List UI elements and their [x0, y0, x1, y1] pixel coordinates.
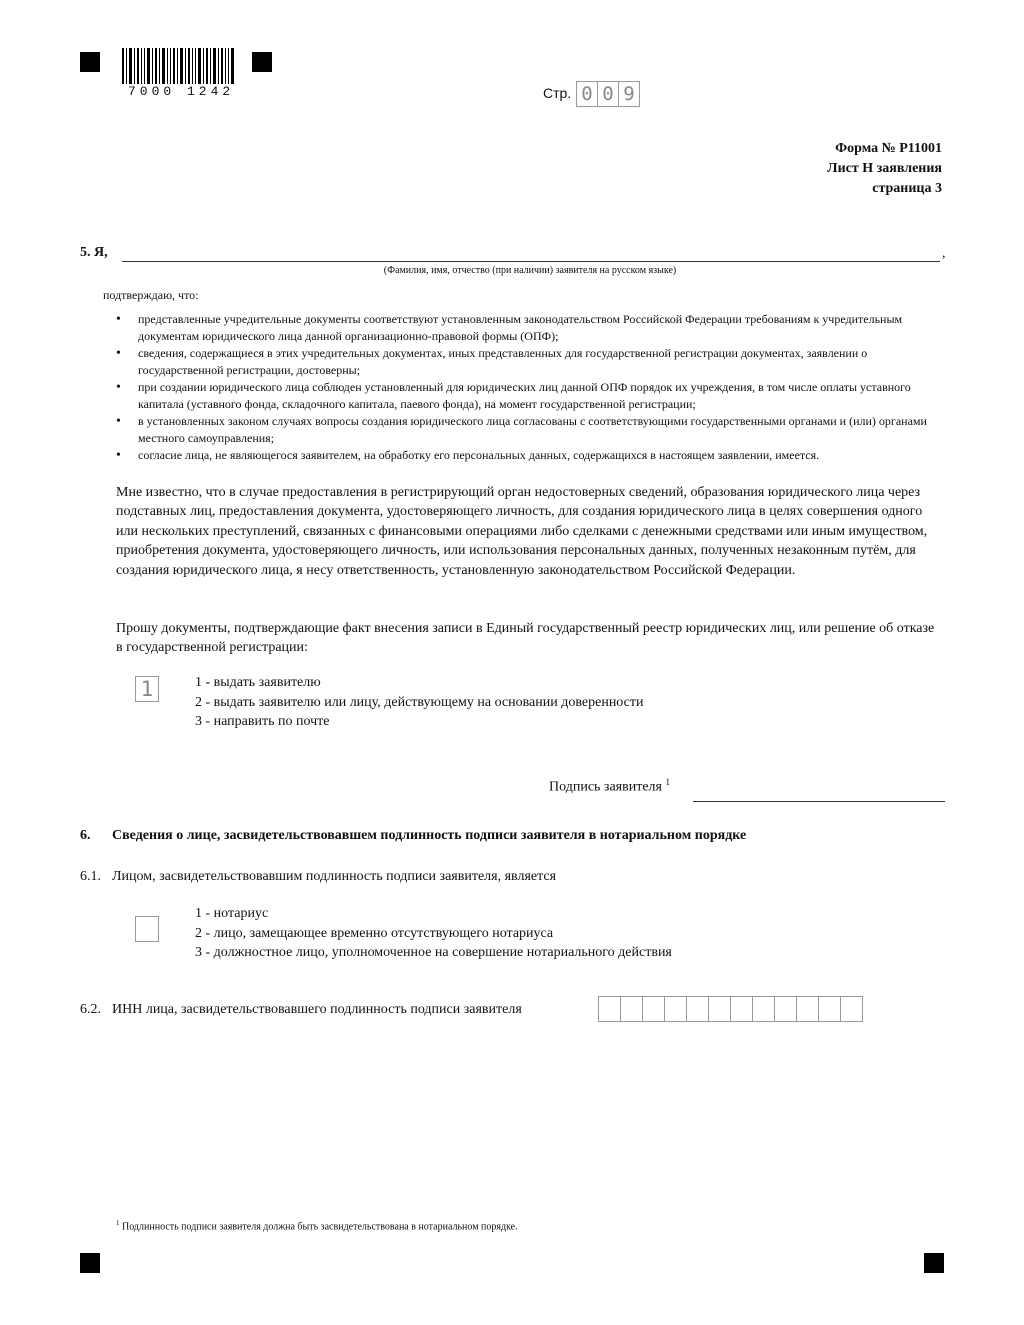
delivery-option: 1 - выдать заявителю [195, 675, 321, 690]
footnote-mark: 1 [665, 777, 670, 787]
liability-paragraph: Мне известно, что в случае предоставления в регистрирующий орган недостоверных сведений, образования юридического лица через подставных лиц, предоставления документа, удостоверяющего личность, для создания юридического лица в целях совершения одного или нескольких преступлений, связанных с финансовыми операциями либо сделками с денежными средствами или иным имуществом, приобретения документа, удостоверяющего личность, или использования персональных данных, полученных незаконным путём, для создания юридического лица, я несу ответственность, установленную законодательством Российской Федерации. [116, 485, 928, 578]
subsection-6-1-text: Лицом, засвидетельствовавшим подлинность подписи заявителя, является [112, 869, 557, 884]
sheet-name: Лист Н заявления [827, 161, 942, 176]
list-item: • согласие лица, не являющегося заявителем, на обработку его персональных данных, содержащихся в настоящем заявлении, имеется. [108, 447, 938, 464]
name-comma: , [942, 246, 946, 261]
registration-marker-top-right [252, 52, 272, 72]
section6-number: 6. [80, 828, 91, 843]
inn-digit-cell[interactable] [818, 996, 841, 1022]
barcode-number: 7000 1242 [128, 84, 235, 99]
inn-digit-cell[interactable] [642, 996, 665, 1022]
inn-field[interactable] [598, 996, 862, 1022]
inn-digit-cell[interactable] [730, 996, 753, 1022]
page-digit-cell: 0 [576, 81, 598, 107]
subsection-6-2-text: ИНН лица, засвидетельствовавшего подлинность подписи заявителя [112, 1002, 522, 1017]
registration-marker-bottom-left [80, 1253, 100, 1273]
list-item: • представленные учредительные документы соответствуют установленным законодательством Российской Федерации требованиям к учредительным документам юридического лица данной организационно-правовой формы (ОПФ); [108, 311, 938, 345]
inn-digit-cell[interactable] [752, 996, 775, 1022]
sheet-page: страница 3 [872, 181, 942, 196]
delivery-options [195, 673, 643, 732]
page-label: Стр. [543, 85, 572, 101]
inn-digit-cell[interactable] [598, 996, 621, 1022]
applicant-name-field[interactable] [122, 261, 940, 262]
section6-title: Сведения о лице, засвидетельствовавшем подлинность подписи заявителя в нотариальном порядке [112, 828, 747, 843]
form-number: Форма № Р11001 [835, 141, 942, 156]
page-digit-cell: 0 [597, 81, 619, 107]
footnote [116, 1219, 518, 1232]
delivery-option: 3 - направить по почте [195, 714, 330, 729]
subsection-6-2-number: 6.2. [80, 1002, 101, 1017]
list-item: • в установленных законом случаях вопросы создания юридического лица согласованы с соответствующими государственными органами и (или) органами местного самоуправления; [108, 413, 938, 447]
delivery-option: 2 - выдать заявителю или лицу, действующему на основании доверенности [195, 694, 644, 710]
footnote-number: 1 [116, 1219, 120, 1227]
signature-field[interactable] [693, 801, 945, 802]
inn-digit-cell[interactable] [620, 996, 643, 1022]
inn-digit-cell[interactable] [686, 996, 709, 1022]
inn-digit-cell[interactable] [774, 996, 797, 1022]
confirmation-list [108, 311, 938, 464]
section5-label: 5. Я, [80, 245, 108, 260]
certifier-option: 2 - лицо, замещающее временно отсутствующего нотариуса [195, 925, 554, 941]
form-header [827, 139, 942, 199]
confirm-lead: подтверждаю, что: [103, 288, 199, 302]
request-paragraph: Прошу документы, подтверждающие факт внесения записи в Единый государственный реестр юридических лиц, или решение об отказе в государственной регистрации: [116, 621, 935, 656]
inn-digit-cell[interactable] [796, 996, 819, 1022]
registration-marker-top-left [80, 52, 100, 72]
name-caption: (Фамилия, имя, отчество (при наличии) заявителя на русском языке) [383, 265, 677, 276]
signature-label [549, 777, 670, 796]
certifier-type-field[interactable] [135, 916, 159, 942]
certifier-option: 1 - нотариус [195, 906, 269, 921]
certifier-options [195, 904, 672, 963]
list-item: • сведения, содержащиеся в этих учредительных документах, иных представленных для государственной регистрации документах, заявлении о государственной регистрации, достоверны; [108, 345, 938, 379]
list-item: • при создании юридического лица соблюден установленный для юридических лиц данной ОПФ порядок их учреждения, в том числе оплаты уставного капитала (уставного фонда, складочного капитала, паевого фонда), на момент государственной регистрации; [108, 379, 938, 413]
certifier-option: 3 - должностное лицо, уполномоченное на совершение нотариального действия [195, 945, 672, 960]
barcode [122, 48, 236, 88]
inn-digit-cell[interactable] [840, 996, 863, 1022]
page-number-cells [576, 81, 639, 107]
subsection-6-1-number: 6.1. [80, 869, 101, 884]
delivery-method-field[interactable]: 1 [135, 676, 159, 702]
registration-marker-bottom-right [924, 1253, 944, 1273]
page-digit-cell: 9 [618, 81, 640, 107]
inn-digit-cell[interactable] [664, 996, 687, 1022]
footnote-text: Подлинность подписи заявителя должна быть засвидетельствована в нотариальном порядке. [122, 1221, 518, 1233]
inn-digit-cell[interactable] [708, 996, 731, 1022]
signature-label-text: Подпись заявителя [549, 779, 662, 795]
